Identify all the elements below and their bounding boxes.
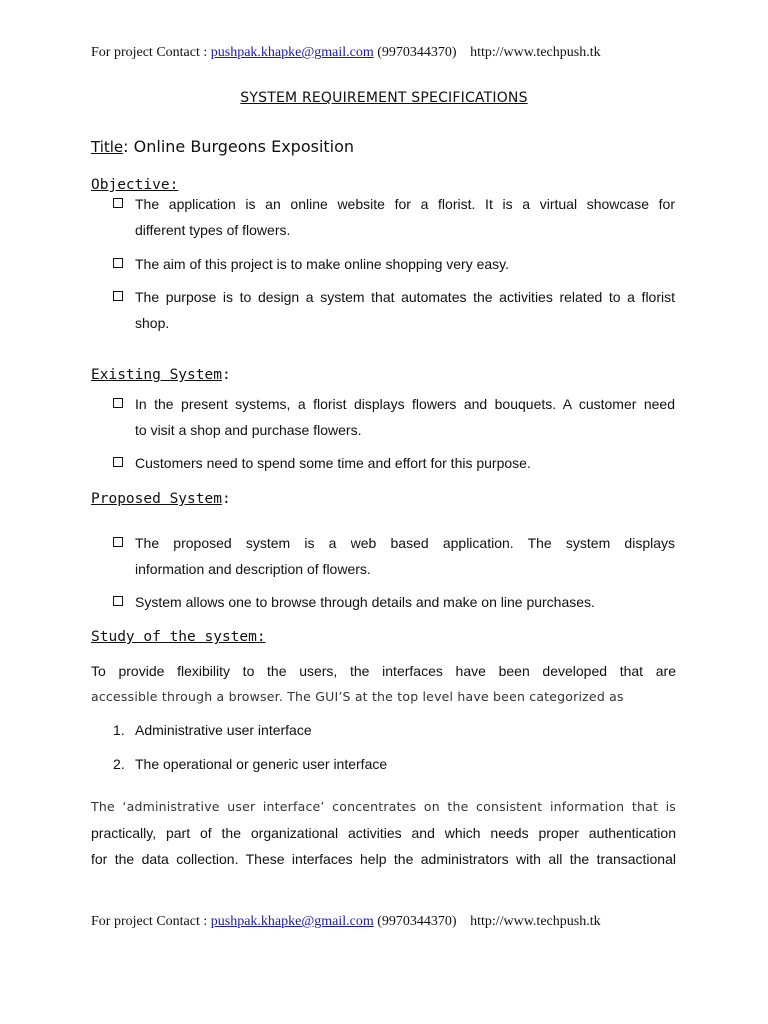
bullet-line: The aim of this project is to make online shopping very easy. xyxy=(135,256,510,272)
checkbox-bullet-icon xyxy=(113,258,123,268)
bullet-line: The proposed system is a web based application. The system displays xyxy=(135,535,675,551)
proposed-heading-text: Proposed System xyxy=(91,491,222,507)
title-value: Online Burgeons Exposition xyxy=(133,137,355,156)
bullet-line: different types of flowers. xyxy=(135,222,291,238)
study-paragraph-2 xyxy=(91,794,676,872)
proposed-bullet-2 xyxy=(113,589,675,615)
bullet-line: to visit a shop and purchase flowers. xyxy=(135,422,362,438)
objective-bullet-2 xyxy=(113,251,675,277)
study-heading-text: Study of the system: xyxy=(91,629,266,645)
existing-heading-colon: : xyxy=(221,367,231,383)
checkbox-bullet-icon xyxy=(113,537,123,547)
contact-phone: (9970344370) xyxy=(377,45,457,60)
title-label: Title xyxy=(91,138,124,156)
contact-email-link[interactable]: pushpak.khapke@gmail.com xyxy=(210,45,374,60)
bullet-line: Customers need to spend some time and effort for this purpose. xyxy=(135,455,531,471)
existing-heading-text: Existing System xyxy=(91,367,222,383)
study-heading xyxy=(91,629,266,645)
contact-url[interactable]: http://www.techpush.tk xyxy=(470,914,601,929)
objective-heading-text: Objective: xyxy=(91,177,179,193)
bullet-line: In the present systems, a florist displays flowers and bouquets. A customer need xyxy=(135,396,675,412)
checkbox-bullet-icon xyxy=(113,198,123,208)
header-contact xyxy=(91,45,691,61)
proposed-bullet-1 xyxy=(113,530,675,582)
checkbox-bullet-icon xyxy=(113,596,123,606)
document-title: SYSTEM REQUIREMENT SPECIFICATIONS xyxy=(240,90,528,106)
contact-email-link[interactable]: pushpak.khapke@gmail.com xyxy=(210,914,374,929)
bullet-line: System allows one to browse through details and make on line purchases. xyxy=(135,594,595,610)
existing-system-heading xyxy=(91,367,231,383)
contact-prefix: For project Contact : xyxy=(91,45,208,60)
project-title xyxy=(91,137,354,156)
list-text: The operational or generic user interface xyxy=(135,756,388,772)
bullet-line: information and description of flowers. xyxy=(135,561,371,577)
checkbox-bullet-icon xyxy=(113,398,123,408)
existing-bullet-1 xyxy=(113,391,675,443)
list-number: 1. xyxy=(113,722,125,738)
paragraph-line: for the data collection. These interfaces help the administrators with all the transactional xyxy=(91,851,676,867)
existing-bullet-2 xyxy=(113,450,675,476)
list-text: Administrative user interface xyxy=(135,722,312,738)
list-number: 2. xyxy=(113,756,125,772)
contact-url[interactable]: http://www.techpush.tk xyxy=(470,45,601,60)
checkbox-bullet-icon xyxy=(113,457,123,467)
list-item xyxy=(113,751,387,777)
list-item xyxy=(113,717,312,743)
study-paragraph-1 xyxy=(91,658,676,710)
paragraph-line: accessible through a browser. The GUI’S at the top level have been categorized as xyxy=(91,689,624,704)
title-colon: : xyxy=(123,137,129,156)
bullet-line: shop. xyxy=(135,315,170,331)
proposed-system-heading xyxy=(91,491,231,507)
objective-bullet-3 xyxy=(113,284,675,336)
paragraph-line: To provide flexibility to the users, the interfaces have been developed that are xyxy=(91,663,676,679)
footer-contact xyxy=(91,914,691,930)
proposed-heading-colon: : xyxy=(221,491,231,507)
objective-bullet-1 xyxy=(113,191,675,243)
paragraph-line: The ‘administrative user interface’ concentrates on the consistent information that is xyxy=(91,799,676,814)
contact-phone: (9970344370) xyxy=(377,914,457,929)
contact-prefix: For project Contact : xyxy=(91,914,208,929)
checkbox-bullet-icon xyxy=(113,291,123,301)
paragraph-line: practically, part of the organizational activities and which needs proper authentication xyxy=(91,825,676,841)
bullet-line: The purpose is to design a system that automates the activities related to a florist xyxy=(135,289,675,305)
bullet-line: The application is an online website for a florist. It is a virtual showcase for xyxy=(135,196,675,212)
